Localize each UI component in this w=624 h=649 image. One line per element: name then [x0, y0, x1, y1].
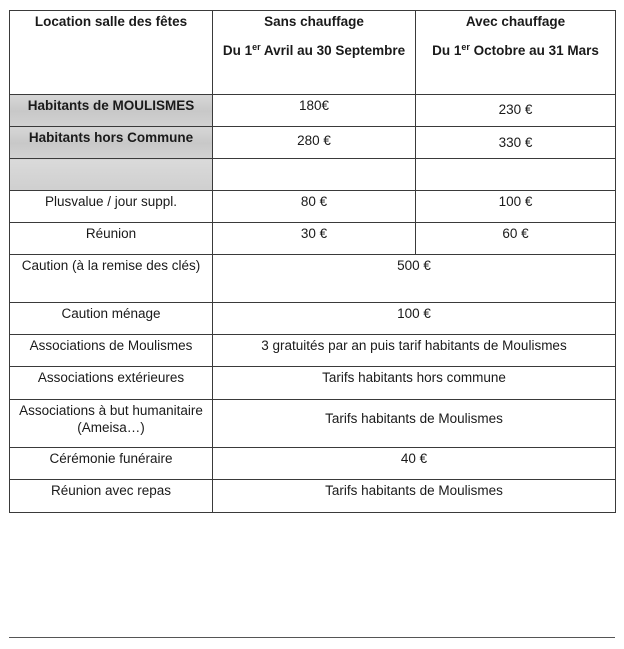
table-row — [10, 255, 616, 303]
row-value: 3 gratuités par an puis tarif habitants de Moulismes — [213, 335, 616, 367]
row-label: Associations de Moulismes — [10, 335, 213, 367]
footer-divider — [9, 637, 615, 638]
table-row — [10, 335, 616, 367]
table-row — [10, 367, 616, 400]
row-value: 40 € — [213, 448, 616, 480]
row-label: Habitants hors Commune — [10, 127, 213, 159]
row-price-sans: 280 € — [213, 127, 416, 159]
row-label: Habitants de MOULISMES — [10, 95, 213, 127]
row-price-avec — [416, 159, 616, 191]
row-label: Caution ménage — [10, 303, 213, 335]
table-row — [10, 303, 616, 335]
row-label: Réunion avec repas — [10, 480, 213, 513]
header-avec-period: Du 1er Octobre au 31 Mars — [432, 42, 599, 58]
row-price-avec: 230 € — [416, 95, 616, 127]
row-value: Tarifs habitants de Moulismes — [213, 400, 616, 448]
row-value: 500 € — [213, 255, 616, 303]
header-sans-chauffage — [213, 11, 416, 95]
row-price-avec: 100 € — [416, 191, 616, 223]
header-sans-period: Du 1er Avril au 30 Septembre — [222, 42, 406, 58]
table-row — [10, 191, 616, 223]
row-price-sans: 30 € — [213, 223, 416, 255]
table-row — [10, 400, 616, 448]
row-value: Tarifs habitants hors commune — [213, 367, 616, 400]
row-label: Cérémonie funéraire — [10, 448, 213, 480]
header-location-label: Location salle des fêtes — [34, 14, 188, 29]
row-label: Caution (à la remise des clés) — [10, 255, 213, 303]
header-location — [10, 11, 213, 95]
row-value: Tarifs habitants de Moulismes — [213, 480, 616, 513]
row-price-sans — [213, 159, 416, 191]
table-row — [10, 223, 616, 255]
header-avec-title: Avec chauffage — [465, 14, 566, 29]
table-row — [10, 480, 616, 513]
header-avec-chauffage — [416, 11, 616, 95]
table-row — [10, 95, 616, 127]
table-row — [10, 448, 616, 480]
row-label: Plusvalue / jour suppl. — [10, 191, 213, 223]
pricing-table — [9, 10, 616, 513]
row-price-avec: 60 € — [416, 223, 616, 255]
row-price-sans: 80 € — [213, 191, 416, 223]
table-header-row — [10, 11, 616, 95]
row-label — [10, 159, 213, 191]
row-price-sans: 180€ — [213, 95, 416, 127]
row-label: Associations à but humanitaire (Ameisa…) — [10, 400, 213, 448]
row-label: Associations extérieures — [10, 367, 213, 400]
row-label: Réunion — [10, 223, 213, 255]
header-sans-title: Sans chauffage — [264, 14, 364, 29]
row-value: 100 € — [213, 303, 616, 335]
table-row — [10, 127, 616, 159]
table-row-blank — [10, 159, 616, 191]
row-price-avec: 330 € — [416, 127, 616, 159]
